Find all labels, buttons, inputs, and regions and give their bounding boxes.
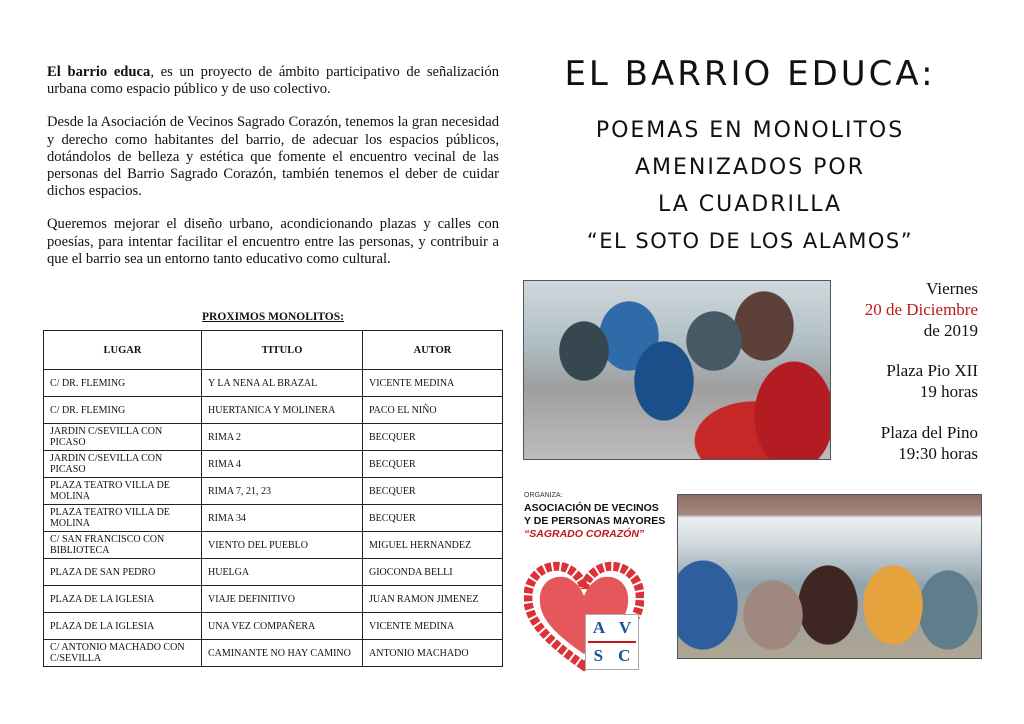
logo-letter-s: S (593, 646, 604, 665)
subtitle-line-2: AMENIZADOS POR (634, 155, 866, 180)
cell-titulo: RIMA 34 (202, 505, 363, 532)
event-location-1 (886, 360, 978, 402)
cell-lugar: C/ DR. FLEMING (44, 397, 202, 424)
cell-lugar: PLAZA TEATRO VILLA DE MOLINA (44, 478, 202, 505)
table-row (44, 559, 503, 586)
musicians-photo (523, 280, 831, 460)
cell-titulo: VIENTO DEL PUEBLO (202, 532, 363, 559)
organizer-label: ORGANIZA: (524, 492, 563, 499)
header-titulo: TITULO (202, 331, 363, 370)
cell-autor: JUAN RAMON JIMENEZ (363, 586, 503, 613)
cell-titulo: VIAJE DEFINITIVO (202, 586, 363, 613)
cell-titulo: RIMA 2 (202, 424, 363, 451)
intro-paragraph-1-rest: , es un proyecto de ámbito participativo de señalización urbana como espacio público y de uso colectivo. (47, 64, 499, 98)
cell-lugar: C/ SAN FRANCISCO CON BIBLIOTECA (44, 532, 202, 559)
poster-title: EL BARRIO EDUCA: (564, 54, 936, 94)
cell-lugar: JARDIN C/SEVILLA CON PICASO (44, 451, 202, 478)
table-row (44, 613, 503, 640)
header-autor: AUTOR (363, 331, 503, 370)
table-row (44, 532, 503, 559)
table-row (44, 370, 503, 397)
cell-autor: GIOCONDA BELLI (363, 559, 503, 586)
event-date (865, 278, 978, 341)
cell-titulo: CAMINANTE NO HAY CAMINO (202, 640, 363, 667)
subtitle-line-1: POEMAS EN MONOLITOS (595, 118, 905, 143)
logo-letter-c: C (618, 646, 631, 665)
cell-titulo: RIMA 4 (202, 451, 363, 478)
cell-lugar: PLAZA DE LA IGLESIA (44, 586, 202, 613)
intro-paragraph-3: Queremos mejorar el diseño urbano, acondicionando plazas y calles con poesías, para intentar facilitar el encuentro entre las personas, y contribuir a que el barrio sea un entorno tanto educativo como cultural. (47, 216, 499, 267)
logo-letter-a: A (592, 618, 606, 637)
intro-paragraph-1 (47, 64, 499, 98)
cell-autor: BECQUER (363, 451, 503, 478)
header-lugar: LUGAR (44, 331, 202, 370)
organizer-line-1: ASOCIACIÓN DE VECINOS (524, 502, 659, 514)
subtitle-line-3: LA CUADRILLA (657, 192, 843, 217)
event-day: Viernes (926, 279, 978, 298)
intro-text (47, 64, 499, 284)
group-photo (677, 494, 982, 659)
event-place-2: Plaza del Pino (880, 423, 978, 442)
organizer-line-3: “SAGRADO CORAZÓN” (524, 528, 645, 540)
cell-autor: VICENTE MEDINA (363, 613, 503, 640)
table-row (44, 451, 503, 478)
table-row (44, 478, 503, 505)
organizer-name (524, 502, 674, 541)
table-row (44, 640, 503, 667)
subtitle-line-4: “EL SOTO DE LOS ALAMOS” (586, 229, 914, 253)
table-row (44, 505, 503, 532)
cell-titulo: Y LA NENA AL BRAZAL (202, 370, 363, 397)
cell-autor: ANTONIO MACHADO (363, 640, 503, 667)
event-year: de 2019 (923, 321, 978, 340)
table-row (44, 586, 503, 613)
intro-paragraph-2: Desde la Asociación de Vecinos Sagrado Corazón, tenemos la gran necesidad y derecho como habitantes del barrio, de adecuar los espacios públicos, dotándolos de belleza y estética que fomente el encuentro vecinal de las personas del Barrio Sagrado Corazón, también tenemos el deber de cuidar dichos espacios. (47, 114, 499, 200)
event-location-2 (881, 422, 978, 464)
cell-lugar: PLAZA TEATRO VILLA DE MOLINA (44, 505, 202, 532)
project-name: El barrio educa (47, 64, 151, 80)
table-title: PROXIMOS MONOLITOS: (202, 311, 344, 323)
cell-lugar: PLAZA DE LA IGLESIA (44, 613, 202, 640)
cell-lugar: PLAZA DE SAN PEDRO (44, 559, 202, 586)
cell-autor: MIGUEL HERNANDEZ (363, 532, 503, 559)
avsc-logo (585, 614, 639, 670)
event-place-1: Plaza Pio XII (886, 361, 978, 380)
cell-autor: VICENTE MEDINA (363, 370, 503, 397)
logo-letter-v: V (618, 618, 632, 637)
table-row (44, 397, 503, 424)
organizer-line-2: Y DE PERSONAS MAYORES (524, 515, 666, 527)
cell-autor: PACO EL NIÑO (363, 397, 503, 424)
cell-autor: BECQUER (363, 424, 503, 451)
table-header-row (44, 331, 503, 370)
cell-lugar: C/ DR. FLEMING (44, 370, 202, 397)
cell-lugar: C/ ANTONIO MACHADO CON C/SEVILLA (44, 640, 202, 667)
cell-titulo: UNA VEZ COMPAÑERA (202, 613, 363, 640)
monoliths-table (43, 330, 503, 667)
cell-titulo: RIMA 7, 21, 23 (202, 478, 363, 505)
event-date-highlight: 20 de Diciembre (864, 300, 978, 319)
cell-autor: BECQUER (363, 505, 503, 532)
cell-lugar: JARDIN C/SEVILLA CON PICASO (44, 424, 202, 451)
cell-titulo: HUELGA (202, 559, 363, 586)
event-time-2: 19:30 horas (898, 444, 978, 463)
cell-titulo: HUERTANICA Y MOLINERA (202, 397, 363, 424)
table-row (44, 424, 503, 451)
event-time-1: 19 horas (919, 382, 978, 401)
cell-autor: BECQUER (363, 478, 503, 505)
